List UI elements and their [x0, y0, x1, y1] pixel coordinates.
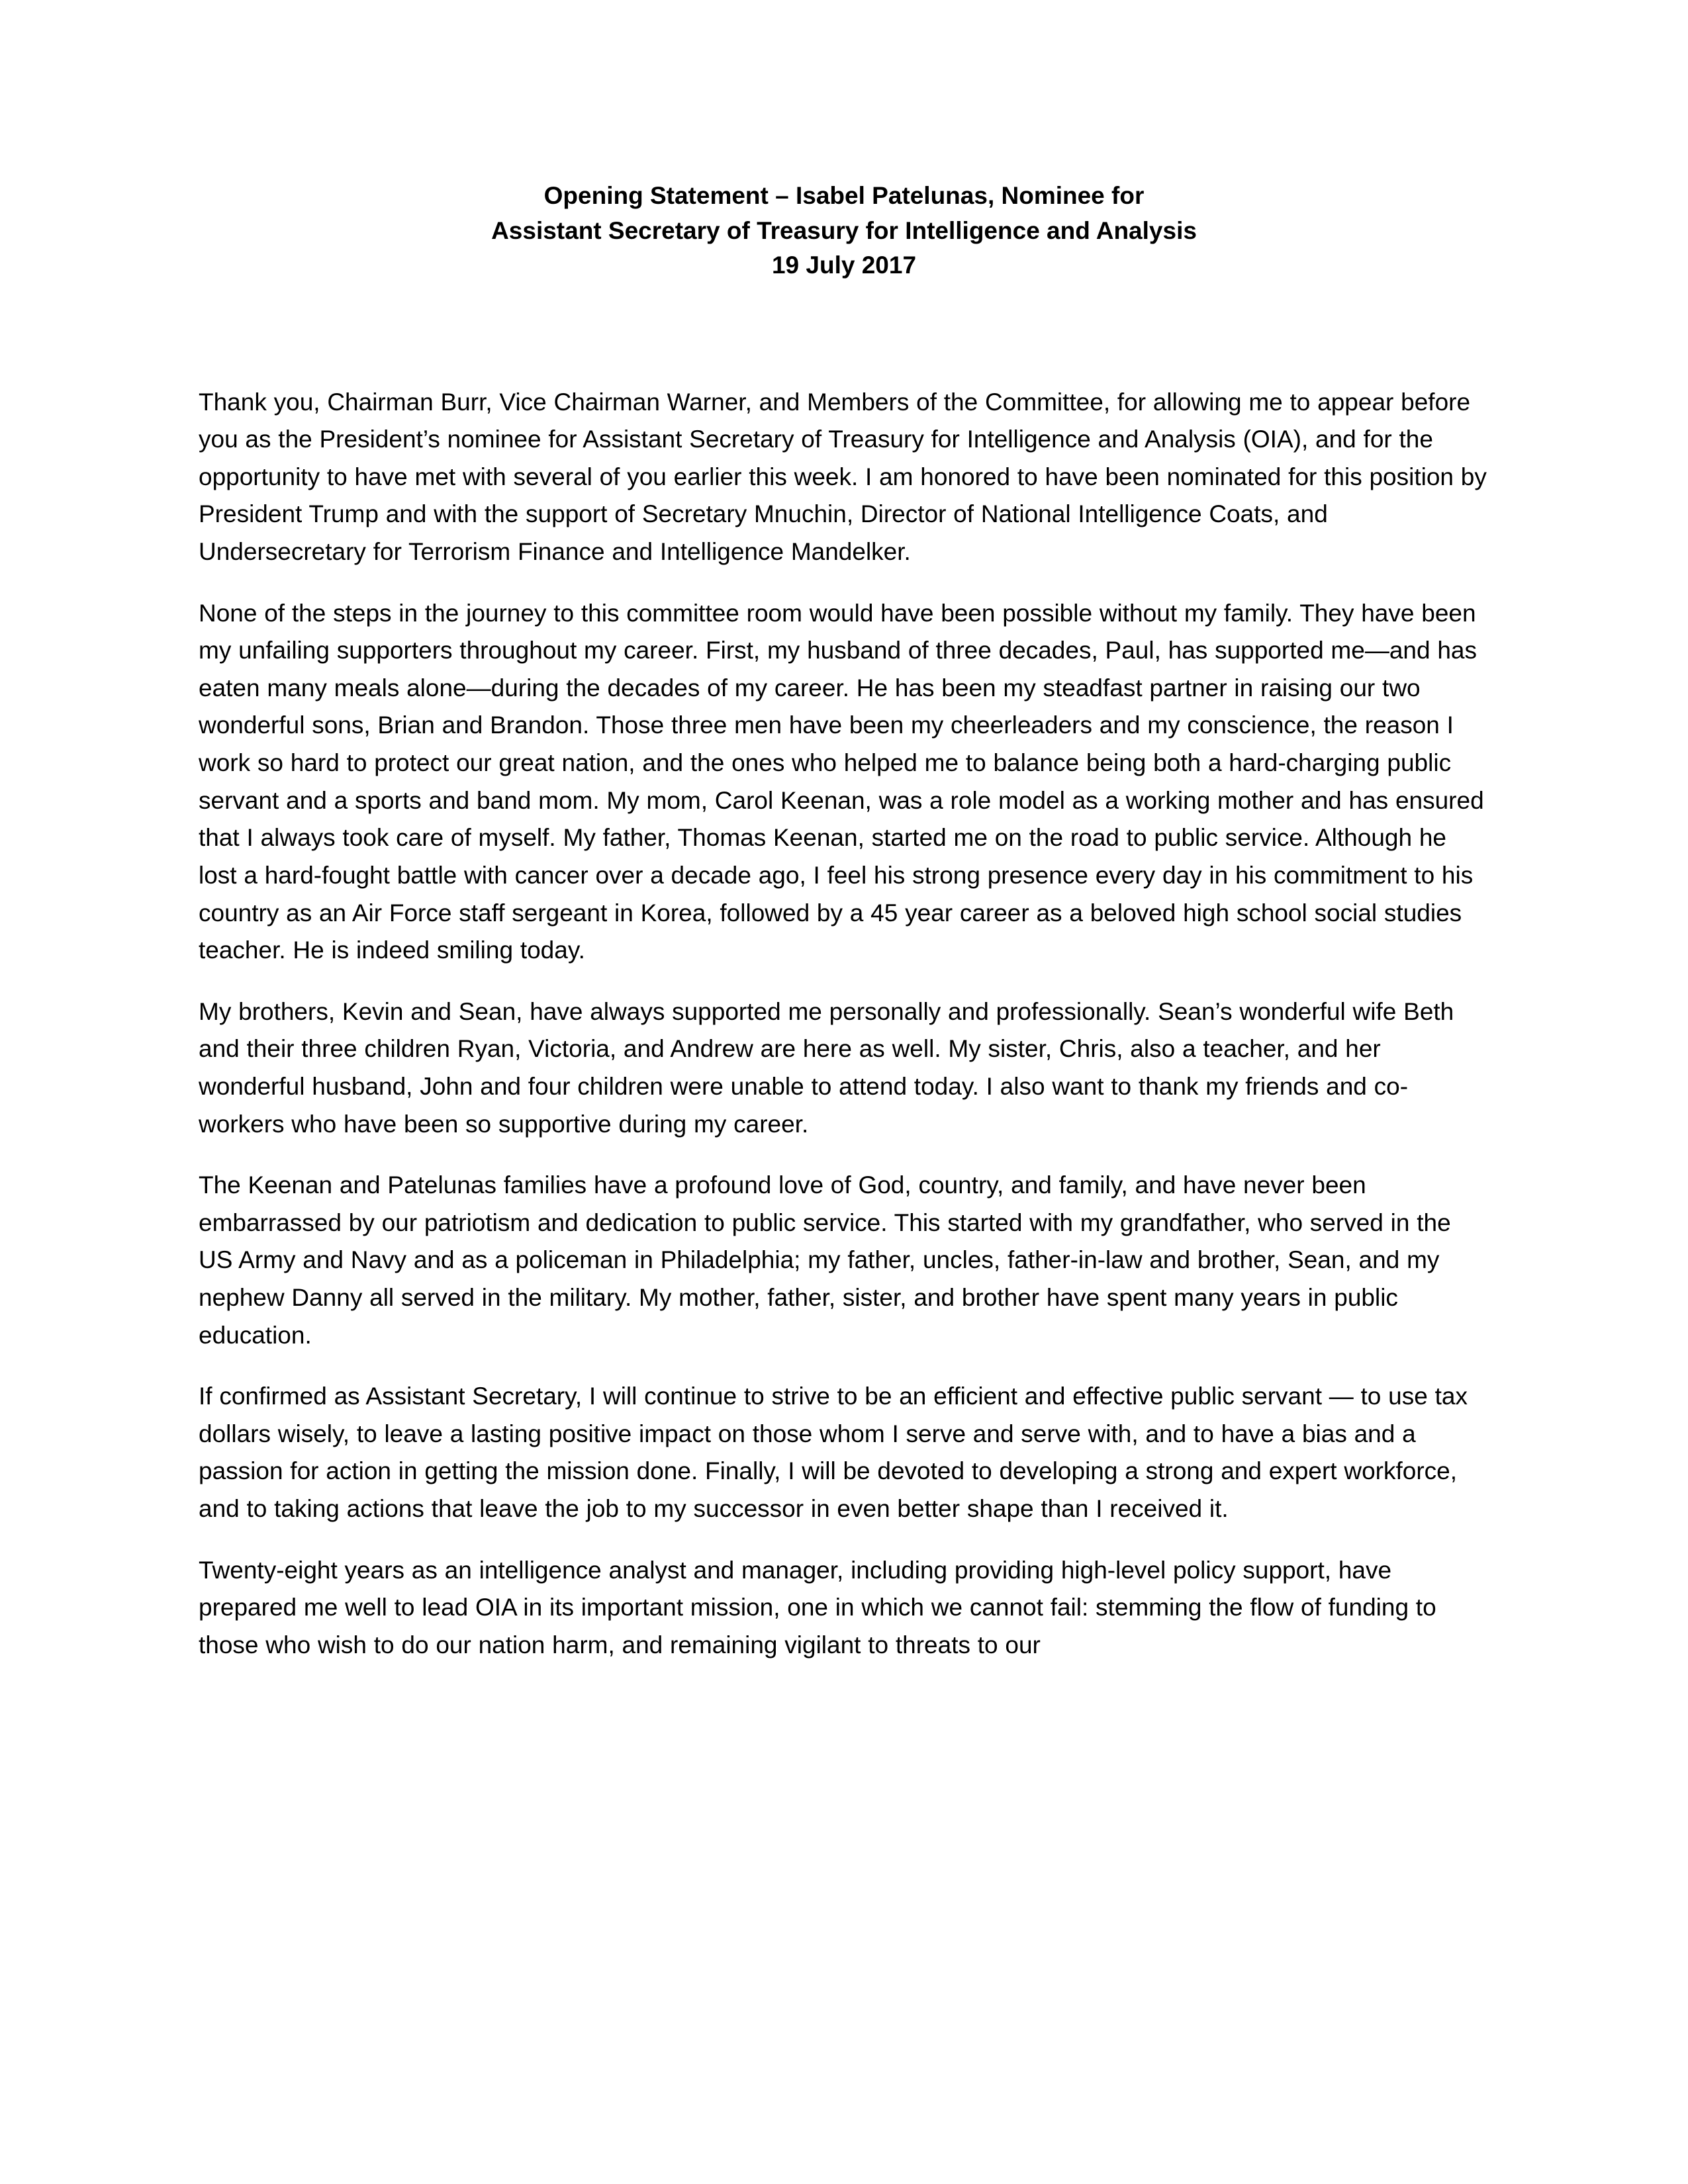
title-line-2: Assistant Secretary of Treasury for Intelligence and Analysis [491, 216, 1197, 244]
document-body [199, 384, 1489, 1664]
paragraph: Twenty-eight years as an intelligence analyst and manager, including providing high-level policy support, have prepared me well to lead OIA in its important mission, one in which we cannot fail: stemming the flow of funding to those who wish to do our nation harm, and remaining vigilant to threats to our [199, 1556, 1436, 1659]
paragraph: The Keenan and Patelunas families have a profound love of God, country, and family, and have never been embarrassed by our patriotism and dedication to public service. This started with my grandfather, who served in the US Army and Navy and as a policeman in Philadelphia; my father, uncles, father-in-law and brother, Sean, and my nephew Danny all served in the military. My mother, father, sister, and brother have spent many years in public education. [199, 1171, 1451, 1349]
document-title [199, 179, 1489, 283]
title-line-3: 19 July 2017 [771, 251, 917, 279]
paragraph: None of the steps in the journey to this committee room would have been possible without my family. They have been my unfailing supporters throughout my career. First, my husband of three decades, Paul, has supported me—and has eaten many meals alone—during the decades of my career. He has been my steadfast partner in raising our two wonderful sons, Brian and Brandon. Those three men have been my cheerleaders and my conscience, the reason I work so hard to protect our great nation, and the ones who helped me to balance being both a hard-charging public servant and a sports and band mom. My mom, Carol Keenan, was a role model as a working mother and has ensured that I always took care of myself. My father, Thomas Keenan, started me on the road to public service. Although he lost a hard-fought battle with cancer over a decade ago, I feel his strong presence every day in his commitment to his country as an Air Force staff sergeant in Korea, followed by a 45 year career as a beloved high school social studies teacher. He is indeed smiling today. [199, 599, 1484, 964]
paragraph: If confirmed as Assistant Secretary, I will continue to strive to be an efficient and effective public servant — to use tax dollars wisely, to leave a lasting positive impact on those whom I serve and serve with, and to have a bias and a passion for action in getting the mission done. Finally, I will be devoted to developing a strong and expert workforce, and to taking actions that leave the job to my successor in even better shape than I received it. [199, 1383, 1468, 1523]
paragraph: Thank you, Chairman Burr, Vice Chairman Warner, and Members of the Committee, for allowing me to appear before you as the President’s nominee for Assistant Secretary of Treasury for Intelligence and Analysis (OIA), and for the opportunity to have met with several of you earlier this week. I am honored to have been nominated for this position by President Trump and with the support of Secretary Mnuchin, Director of National Intelligence Coats, and Undersecretary for Terrorism Finance and Intelligence Mandelker. [199, 388, 1487, 566]
paragraph: My brothers, Kevin and Sean, have always supported me personally and professionally. Sean’s wonderful wife Beth and their three children Ryan, Victoria, and Andrew are here as well. My sister, Chris, also a teacher, and her wonderful husband, John and four children were unable to attend today. I also want to thank my friends and co-workers who have been so supportive during my career. [199, 997, 1454, 1138]
title-line-1: Opening Statement – Isabel Patelunas, Nominee for [543, 182, 1145, 209]
